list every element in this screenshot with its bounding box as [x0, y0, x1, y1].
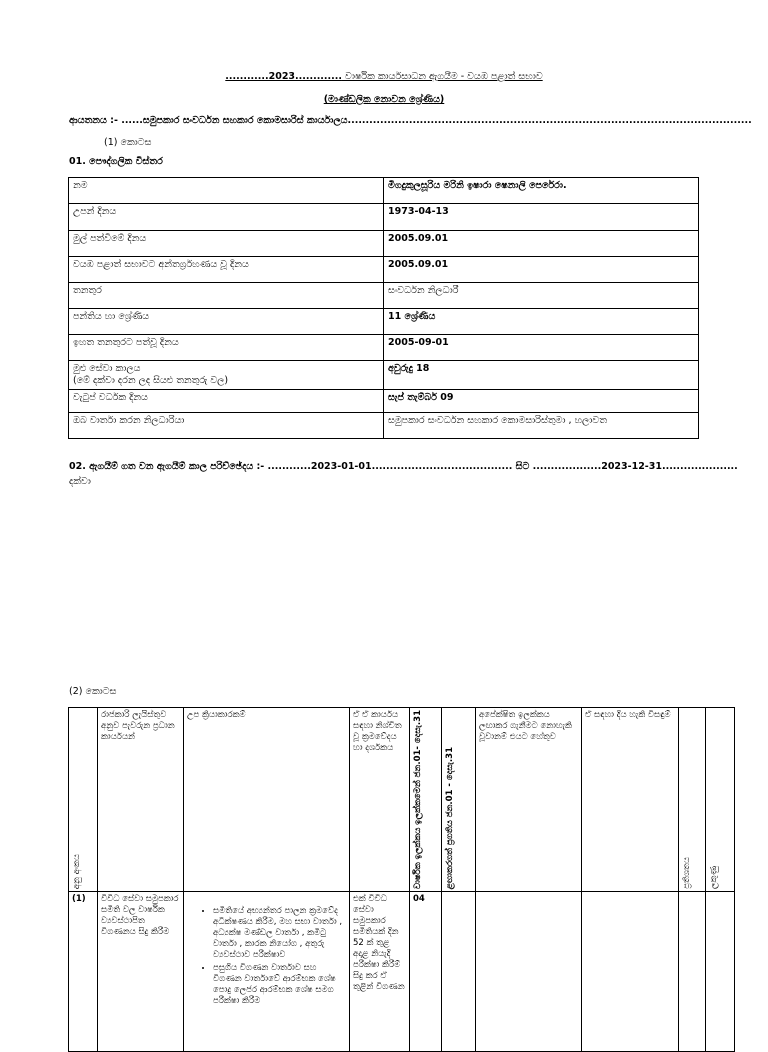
row-value: 2005.09.01 [384, 231, 699, 257]
row-value: සමුපකාර සංවර්ධන සහකාර කොමසාරිස්තුමා , හලාවත [384, 413, 699, 439]
subtask-item: • පසුගිය විගණන වාර්තාව සහ විගණන වාර්තාවේ ආරම්භක ශේෂ පොදු ලෙජර ආරම්භක ශේෂ සමග පරීක්ෂා කිරීම [213, 963, 346, 1007]
form-title [0, 71, 768, 82]
period-mid: ....................................... සිට ................... [371, 461, 602, 472]
row-label: උපන් දිනය [69, 204, 384, 231]
row-duty: විවිධ සේවා සමුපකාර සමිති වල වාර්ෂික ව්‍යවස්ථාපිත විගණනය සිදු කිරීම [98, 892, 184, 1052]
part1-heading: (1) කොටස [104, 137, 152, 148]
row-target: 04 [410, 892, 442, 1052]
row-value [384, 361, 699, 390]
row-label [69, 361, 384, 390]
header-col10: ලකුණු [706, 708, 735, 892]
institution-label: ආයතනය :- [69, 115, 122, 126]
table-header-row [69, 708, 735, 892]
period-to: 2023-12-31 [601, 461, 662, 472]
duties-table [68, 707, 735, 1052]
header-subtasks: උප ක්‍රියාකාරකම් [184, 708, 350, 892]
header-duties: රාජකාරි ලැයිස්තුව අනුව පැවරුන ප්‍රධාන කාර්යයන් [98, 708, 184, 892]
row-col10 [706, 892, 735, 1052]
period-tail: දක්වා [69, 476, 91, 487]
header-reason: අපේක්ෂිත ඉලක්කය ලඟාකර ගැනීමට නොහැකි වූවානම් එයට හේතුව [476, 708, 582, 892]
row-no: (1) [69, 892, 98, 1052]
institution-line [69, 115, 752, 126]
table-row [69, 204, 699, 231]
personal-details-table [68, 177, 699, 439]
row-label: නම [69, 178, 384, 204]
row-value: මීගදුකුලසූරිය මරිනි ඉෂාරා ෂෙනාලි පෙරේරා. [384, 178, 699, 204]
row-value: 2005.09.01 [384, 257, 699, 283]
row-label: පන්තිය හා ශ්‍රේණිය [69, 309, 384, 335]
header-target: වාර්ෂික ඉලක්කය ඉලක්කමෙන් ජන.01- දෙසැ.31 [410, 708, 442, 892]
table-row [69, 178, 699, 204]
table-row [69, 231, 699, 257]
row-value: සැප් තැම්බර් 09 [384, 390, 699, 413]
row-col9 [679, 892, 706, 1052]
subtask-item: • සමිතියේ අභ්‍යන්තර පාලන ක්‍රමවේද අධීක්ෂණය කිරීම, මහ සභා වාර්තා , අධ්‍යක්ෂ මණ්ඩල වාර්තා , කමිටු වාර්තා , කාරක නියෝග , අතුරු ව්‍යවස්ථාව පරීක්ෂාව [213, 906, 346, 961]
row-reason [476, 892, 582, 1052]
part2-heading: (2) කොටස [69, 686, 117, 697]
form-subtitle: (මාණ්ඩලික නොවන ශ්‍රේණිය) [323, 94, 445, 105]
table-row [69, 390, 699, 413]
header-no: අනු අංකය [69, 708, 98, 892]
institution-value: ......සමුපකාර සංවර්ධන සහකාර කොමසාරිස් කාර්යාලය................................................................................................................ [121, 115, 752, 126]
row-label: තනතුර [69, 283, 384, 309]
table-row [69, 892, 735, 1052]
row-value: 11 ශ්‍රේණිය [384, 309, 699, 335]
row-value: 1973-04-13 [384, 204, 699, 231]
header-actual: ළඟාකරගත් ප්‍රගතිය ජන.01 - දෙසැ.31 [442, 708, 476, 892]
table-row [69, 335, 699, 361]
period-end: ..................... [661, 461, 738, 472]
row-label: මුල් පත්වීමේ දිනය [69, 231, 384, 257]
row-label: ඔබ වාර්තා කරන නිලධාරියා [69, 413, 384, 439]
row-value: 2005-09-01 [384, 335, 699, 361]
service-period-label: මුළු සේවා කාලය [73, 363, 141, 374]
row-subtasks [184, 892, 350, 1052]
evaluation-period [69, 461, 738, 472]
row-value: සංවර්ධන නිලධාරී [384, 283, 699, 309]
service-period-note: (මේ දක්වා දරන ලද සියළු තනතුරු වල) [73, 375, 229, 386]
period-from: 2023-01-01 [310, 461, 372, 472]
row-label: වැටුප් වර්ධක දිනය [69, 390, 384, 413]
table-row [69, 283, 699, 309]
table-row [69, 413, 699, 439]
row-actual [442, 892, 476, 1052]
header-method: ඒ ඒ කාර්යය සඳහා නිශ්චිත වූ ක්‍රමවේදය හා දර්ශකය [350, 708, 410, 892]
form-year: ............2023............. [225, 71, 342, 82]
row-evidence [582, 892, 679, 1052]
header-col9: ප්‍රතිශතය [679, 708, 706, 892]
row-method: එක් විවිධ සේවා සමුපකාර සමිතියක් දින 52 ක් තුළ අදාළ නියැදි පරීක්ෂා කිරීම් සිදු කර ඒ තුළින් විගණන [350, 892, 410, 1052]
form-title-text: වාර්ෂික කාර්යසාධන ඇගයීම - වයඹ පළාත් සභාව [341, 71, 543, 82]
row-label: ඉහත තනතුරට පත්වූ දිනය [69, 335, 384, 361]
row-label: වයඹ පළාත් සභාවට අන්තර්ග්‍රහණය වූ දිනය [69, 257, 384, 283]
period-label: 02. ඇගයීම් ගත වන ඇගයීම් කාල පරිච්ඡේදය :- ............ [69, 461, 311, 472]
header-evidence: ඒ සඳහා දිය හැකි විසඳුම් [582, 708, 679, 892]
table-row [69, 361, 699, 390]
personal-details-title: 01. පෞද්ගලික විස්තර [69, 156, 163, 167]
service-period-value: අවුරුදු 18 [388, 363, 430, 374]
table-row [69, 309, 699, 335]
table-row [69, 257, 699, 283]
